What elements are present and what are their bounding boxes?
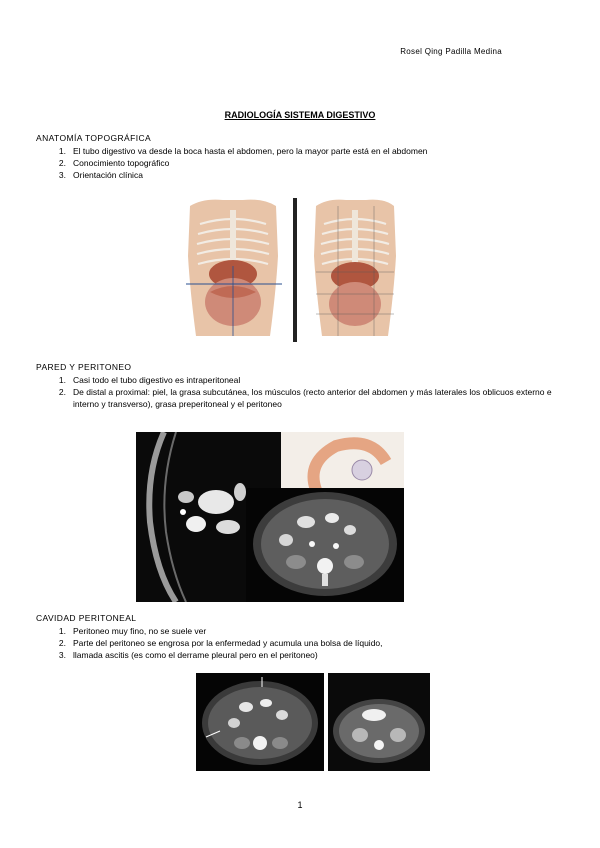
- list-item: [54, 157, 566, 169]
- list-number: 2.: [58, 387, 66, 397]
- list-number: 2.: [58, 638, 66, 648]
- list-text: Casi todo el tubo digestivo es intraperitoneal: [73, 375, 241, 385]
- list-text: Conocimiento topográfico: [73, 158, 170, 168]
- list-number: 3.: [58, 650, 66, 660]
- section-heading-anatomia: ANATOMÍA TOPOGRÁFICA: [36, 133, 152, 143]
- list-number: 1.: [58, 375, 66, 385]
- document-title: RADIOLOGÍA SISTEMA DIGESTIVO: [224, 110, 376, 120]
- ct-peritoneum-figure: [136, 432, 404, 602]
- list-item: [54, 649, 566, 661]
- list-number: 3.: [58, 170, 66, 180]
- anatomy-torso-figure: [178, 196, 410, 344]
- list-number: 1.: [58, 626, 66, 636]
- list-cavidad: [54, 625, 566, 661]
- list-text: llamada ascitis (es como el derrame pleural pero en el peritoneo): [73, 650, 318, 660]
- list-text: Orientación clínica: [73, 170, 143, 180]
- list-item: [54, 169, 566, 181]
- list-item: [54, 145, 566, 157]
- page-number: 1: [297, 800, 303, 810]
- ascites-ct-pair: [196, 673, 430, 771]
- list-item: [54, 625, 566, 637]
- section-heading-pared: PARED Y PERITONEO: [36, 362, 132, 372]
- list-text: De distal a proximal: piel, la grasa subcutánea, los músculos (recto anterior del abdomen y más laterales los oblicuos externo e interno y transverso), grasa preperitoneal y el peritoneo: [73, 387, 552, 409]
- list-item: [54, 637, 566, 649]
- list-pared: [54, 374, 566, 410]
- list-text: Parte del peritoneo se engrosa por la enfermedad y acumula una bolsa de líquido,: [73, 638, 383, 648]
- list-text: El tubo digestivo va desde la boca hasta el abdomen, pero la mayor parte está en el abdomen: [73, 146, 428, 156]
- author-name: Rosel Qing Padilla Medina: [400, 47, 502, 56]
- list-item: [54, 374, 566, 386]
- list-number: 1.: [58, 146, 66, 156]
- ct-scan-composite: [136, 432, 404, 602]
- ascites-ct-figure: [196, 673, 430, 771]
- list-anatomia: [54, 145, 566, 181]
- section-heading-cavidad: CAVIDAD PERITONEAL: [36, 613, 137, 623]
- anatomy-torso-illustration: [178, 196, 410, 344]
- list-number: 2.: [58, 158, 66, 168]
- list-text: Peritoneo muy fino, no se suele ver: [73, 626, 207, 636]
- list-item: [54, 386, 566, 410]
